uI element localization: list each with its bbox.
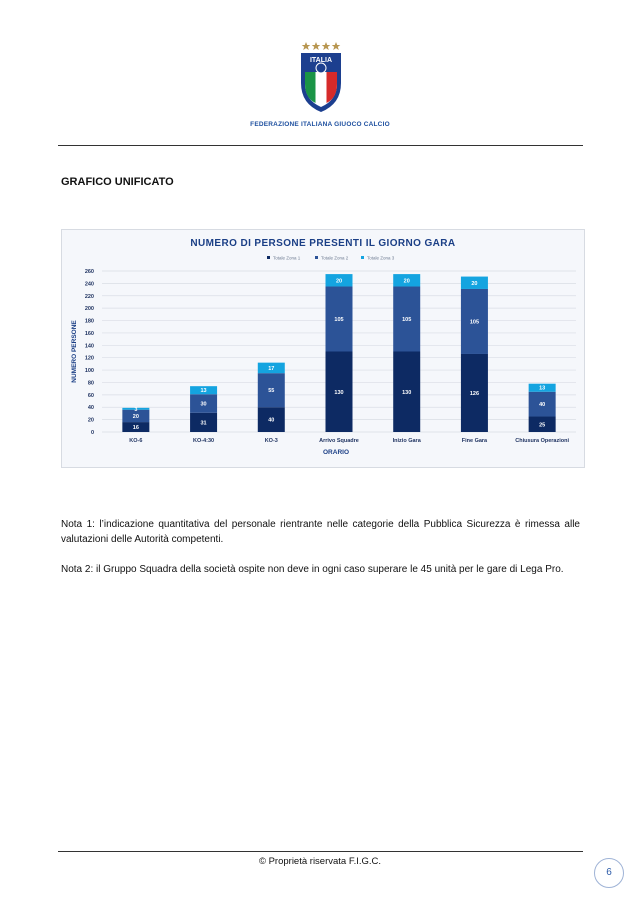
data-label: 130 [334,389,344,396]
y-tick-label: 40 [87,405,94,412]
data-label: 105 [402,316,412,323]
note-1: Nota 1: l’indicazione quantitativa del personale rientrante nelle categorie della Pubblica Sicurezza è rimessa alle valutazioni delle Autorità competenti. [61,519,580,545]
x-axis-label: ORARIO [323,449,349,456]
data-label: 13 [539,385,546,392]
data-label: 25 [539,422,546,429]
star-icon [312,42,321,50]
y-tick-label: 260 [84,269,94,275]
y-tick-label: 160 [84,330,94,337]
chart-title: NUMERO DI PERSONE PRESENTI IL GIORNO GARA [190,238,456,249]
data-label: 31 [200,420,207,427]
header-divider [58,145,583,146]
star-icon [332,42,341,50]
legend-label: Totale Zona 3 [367,255,395,261]
note-2: Nota 2: il Gruppo Squadra della società ospite non deve in ogni caso superare le 45 unità per le gare di Lega Pro. [61,564,564,575]
data-label: 17 [268,365,275,372]
data-label: 40 [539,402,546,409]
y-tick-label: 240 [84,281,94,288]
data-label: 130 [402,389,412,396]
data-label: 20 [132,413,139,420]
section-title: GRAFICO UNIFICATO [61,176,174,188]
x-tick-label: KO-3 [264,438,278,444]
y-tick-label: 20 [87,417,94,424]
y-tick-label: 200 [84,306,94,313]
x-tick-label: KO-4:30 [193,438,215,444]
y-tick-label: 140 [84,343,94,350]
y-tick-label: 0 [90,430,94,436]
y-tick-label: 180 [84,318,94,325]
data-label: 3 [134,406,138,413]
logo-text: ITALIA [309,57,333,64]
footer-text: © Proprietà riservata F.I.G.C. [258,856,382,867]
star-icon [322,42,331,50]
x-tick-label: KO-6 [129,438,143,444]
x-tick-label: Chiusura Operazioni [515,438,570,444]
y-tick-label: 220 [84,293,94,300]
x-tick-label: Fine Gara [461,438,488,444]
x-tick-label: Arrivo Squadre [319,438,359,444]
chart-container [61,229,585,468]
data-label: 13 [200,388,207,395]
data-label: 20 [335,278,343,285]
org-name: FEDERAZIONE ITALIANA GIUOCO CALCIO [250,121,390,128]
page-number: 6 [594,858,624,888]
data-label: 55 [268,388,275,395]
data-label: 126 [469,390,480,397]
data-label: 40 [268,417,275,424]
data-label: 16 [132,425,139,432]
legend-label: Totale Zona 2 [321,255,349,261]
data-label: 105 [334,316,344,323]
x-tick-label: Inizio Gara [392,438,421,444]
stacked-bar-chart [62,230,584,467]
figc-logo [296,38,346,114]
y-tick-label: 80 [87,380,94,387]
data-label: 105 [469,319,480,326]
legend-swatch [267,256,270,259]
data-label: 20 [471,280,478,287]
legend-swatch [315,256,318,259]
y-tick-label: 100 [84,368,94,375]
star-icon [302,42,311,50]
legend-swatch [361,256,364,259]
data-label: 30 [200,401,207,408]
y-tick-label: 120 [84,355,94,362]
footer-divider [58,851,583,852]
y-tick-label: 60 [87,392,94,399]
data-label: 20 [403,278,410,285]
legend-label: Totale Zona 1 [273,255,301,261]
y-axis-label: NUMERO PERSONE [71,320,78,383]
